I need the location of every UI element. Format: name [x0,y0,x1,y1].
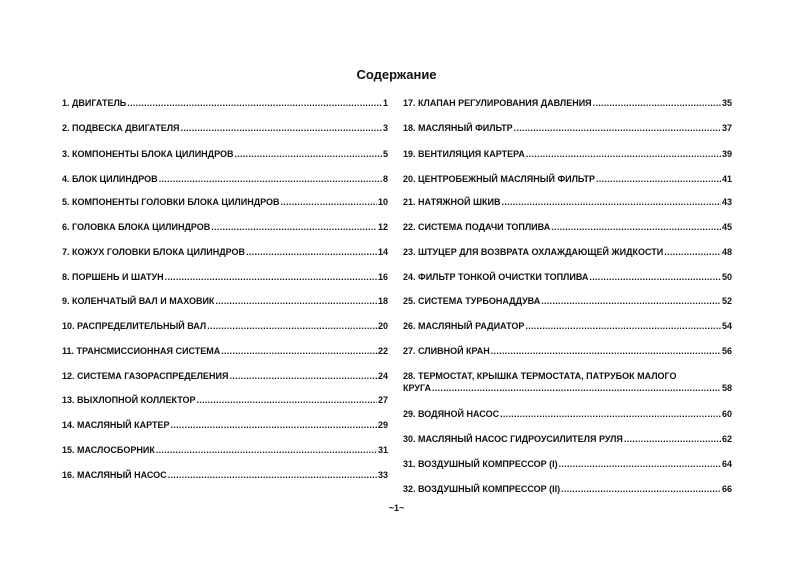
toc-entry-page: 27 [377,395,388,405]
toc-leader [526,148,721,160]
toc-entry-title: 31. ВОЗДУШНЫЙ КОМПРЕССОР (I) [403,459,558,469]
toc-entry-page: 18 [377,296,388,306]
toc-entry[interactable] [403,345,732,357]
toc-entry-title: 10. РАСПРЕДЕЛИТЕЛЬНЫЙ ВАЛ [62,321,207,331]
toc-entry-title: 5. КОМПОНЕНТЫ ГОЛОВКИ БЛОКА ЦИЛИНДРОВ [62,197,280,207]
toc-entry-title: 6. ГОЛОВКА БЛОКА ЦИЛИНДРОВ [62,222,211,232]
toc-entry-page: 58 [721,383,732,393]
page-title: Содержание [356,67,437,82]
toc-leader [551,221,721,233]
toc-entry-page: 31 [377,445,388,455]
toc-entry-page: 56 [721,346,732,356]
toc-entry-title: 23. ШТУЦЕР ДЛЯ ВОЗВРАТА ОХЛАЖДАЮЩЕЙ ЖИДКОСТИ [403,247,664,257]
toc-entry[interactable] [403,122,732,134]
toc-leader [502,196,721,208]
toc-entry-title: 2. ПОДВЕСКА ДВИГАТЕЛЯ [62,123,180,133]
toc-entry-title: 28. ТЕРМОСТАТ, КРЫШКА ТЕРМОСТАТА, ПАТРУБОК МАЛОГО [403,371,677,381]
toc-entry-page: 52 [721,296,732,306]
toc-leader [234,148,382,160]
toc-leader [171,419,377,431]
toc-leader [432,382,721,394]
toc-leader [221,345,377,357]
toc-entry[interactable] [62,345,388,357]
toc-entry-title: 22. СИСТЕМА ПОДАЧИ ТОПЛИВА [403,222,551,232]
toc-entry[interactable] [62,97,388,109]
toc-entry-title: 20. ЦЕНТРОБЕЖНЫЙ МАСЛЯНЫЙ ФИЛЬТР [403,174,595,184]
toc-entry[interactable] [403,148,732,160]
toc-leader [500,408,721,420]
toc-entry[interactable] [403,97,732,109]
toc-leader [589,271,721,283]
toc-leader [229,370,377,382]
toc-entry-page: 22 [377,346,388,356]
toc-entry-title-line2: КРУГА [403,383,432,393]
toc-leader [561,483,721,495]
toc-entry-page: 24 [377,371,388,381]
toc-entry[interactable] [403,433,732,445]
toc-entry-title: 24. ФИЛЬТР ТОНКОЙ ОЧИСТКИ ТОПЛИВА [403,272,589,282]
toc-entry[interactable] [403,320,732,332]
toc-entry[interactable] [62,394,388,406]
toc-entry[interactable] [403,295,732,307]
toc-entry-page: 12 [377,222,388,232]
toc-leader [491,345,721,357]
toc-entry[interactable] [62,173,388,185]
toc-entry-title: 17. КЛАПАН РЕГУЛИРОВАНИЯ ДАВЛЕНИЯ [403,98,592,108]
toc-entry-page: 3 [382,123,388,133]
toc-leader [156,444,377,456]
toc-entry-page: 54 [721,321,732,331]
toc-entry-title: 25. СИСТЕМА ТУРБОНАДДУВА [403,296,541,306]
toc-entry[interactable] [403,408,732,420]
toc-leader [215,295,377,307]
toc-entry[interactable] [62,295,388,307]
toc-entry-title: 32. ВОЗДУШНЫЙ КОМПРЕССОР (II) [403,484,561,494]
toc-entry-page: 1 [382,98,388,108]
toc-entry-title: 18. МАСЛЯНЫЙ ФИЛЬТР [403,123,513,133]
toc-leader [664,246,721,258]
page-number: ~1~ [388,503,405,513]
toc-entry-title: 29. ВОДЯНОЙ НАСОС [403,409,500,419]
toc-entry-page: 50 [721,272,732,282]
toc-entry-title: 11. ТРАНСМИССИОННАЯ СИСТЕМА [62,346,221,356]
toc-leader [196,394,377,406]
toc-entry-title: 7. КОЖУХ ГОЛОВКИ БЛОКА ЦИЛИНДРОВ [62,247,246,257]
toc-leader [168,469,377,481]
toc-leader [246,246,377,258]
toc-entry-title: 21. НАТЯЖНОЙ ШКИВ [403,197,501,207]
toc-entry-page: 10 [377,197,388,207]
toc-entry[interactable] [62,221,388,233]
toc-entry-title: 15. МАСЛОСБОРНИК [62,445,155,455]
toc-leader [593,97,721,109]
toc-leader [596,173,721,185]
toc-entry-title: 14. МАСЛЯНЫЙ КАРТЕР [62,420,170,430]
toc-entry-title: 26. МАСЛЯНЫЙ РАДИАТОР [403,321,525,331]
toc-entry-page: 60 [721,409,732,419]
toc-entry-page: 8 [382,174,388,184]
toc-entry-page: 14 [377,247,388,257]
toc-leader [127,97,382,109]
toc-entry-page: 33 [377,470,388,480]
toc-entry-title: 12. СИСТЕМА ГАЗОРАСПРЕДЕЛЕНИЯ [62,371,229,381]
toc-entry-page: 39 [721,149,732,159]
toc-entry-title: 19. ВЕНТИЛЯЦИЯ КАРТЕРА [403,149,525,159]
toc-entry-title: 4. БЛОК ЦИЛИНДРОВ [62,174,158,184]
toc-entry-page: 5 [382,149,388,159]
toc-entry-title: 3. КОМПОНЕНТЫ БЛОКА ЦИЛИНДРОВ [62,149,234,159]
toc-entry-page: 64 [721,459,732,469]
toc-leader [624,433,721,445]
toc-leader [514,122,721,134]
toc-leader [181,122,382,134]
toc-entry[interactable] [403,221,732,233]
toc-leader [559,458,721,470]
toc-entry[interactable] [403,458,732,470]
toc-leader [207,320,377,332]
toc-entry[interactable] [62,444,388,456]
toc-leader [159,173,382,185]
toc-entry-page: 41 [721,174,732,184]
toc-entry-page: 20 [377,321,388,331]
toc-entry[interactable] [403,271,732,283]
toc-entry-title: 16. МАСЛЯНЫЙ НАСОС [62,470,167,480]
toc-entry[interactable] [403,173,732,185]
toc-entry-title: 13. ВЫХЛОПНОЙ КОЛЛЕКТОР [62,395,196,405]
toc-entry[interactable] [62,419,388,431]
toc-entry[interactable] [62,122,388,134]
toc-entry[interactable] [403,246,732,258]
toc-leader [165,271,377,283]
toc-entry-title: 30. МАСЛЯНЫЙ НАСОС ГИДРОУСИЛИТЕЛЯ РУЛЯ [403,434,623,444]
toc-entry-page: 29 [377,420,388,430]
toc-entry[interactable] [403,196,732,208]
toc-entry-page: 48 [721,247,732,257]
toc-entry[interactable] [62,370,388,382]
toc-entry-page: 16 [377,272,388,282]
toc-entry-title: 9. КОЛЕНЧАТЫЙ ВАЛ И МАХОВИК [62,296,215,306]
toc-entry[interactable] [62,246,388,258]
toc-entry-page: 37 [721,123,732,133]
toc-entry-page: 62 [721,434,732,444]
toc-entry[interactable] [403,370,732,394]
toc-entry[interactable] [62,196,388,208]
toc-entry-title: 27. СЛИВНОЙ КРАН [403,346,490,356]
toc-entry[interactable] [62,148,388,160]
toc-entry-continuation [403,382,732,394]
toc-entry[interactable] [62,320,388,332]
toc-leader [541,295,721,307]
toc-entry[interactable] [62,271,388,283]
toc-leader [525,320,721,332]
toc-entry-title: 1. ДВИГАТЕЛЬ [62,98,127,108]
toc-entry-page: 66 [721,484,732,494]
toc-leader [211,221,377,233]
toc-entry-page: 43 [721,197,732,207]
toc-entry-title: 8. ПОРШЕНЬ И ШАТУН [62,272,164,282]
toc-entry[interactable] [62,469,388,481]
toc-entry[interactable] [403,483,732,495]
toc-entry-page: 45 [721,222,732,232]
toc-leader [281,196,377,208]
toc-entry-page: 35 [721,98,732,108]
